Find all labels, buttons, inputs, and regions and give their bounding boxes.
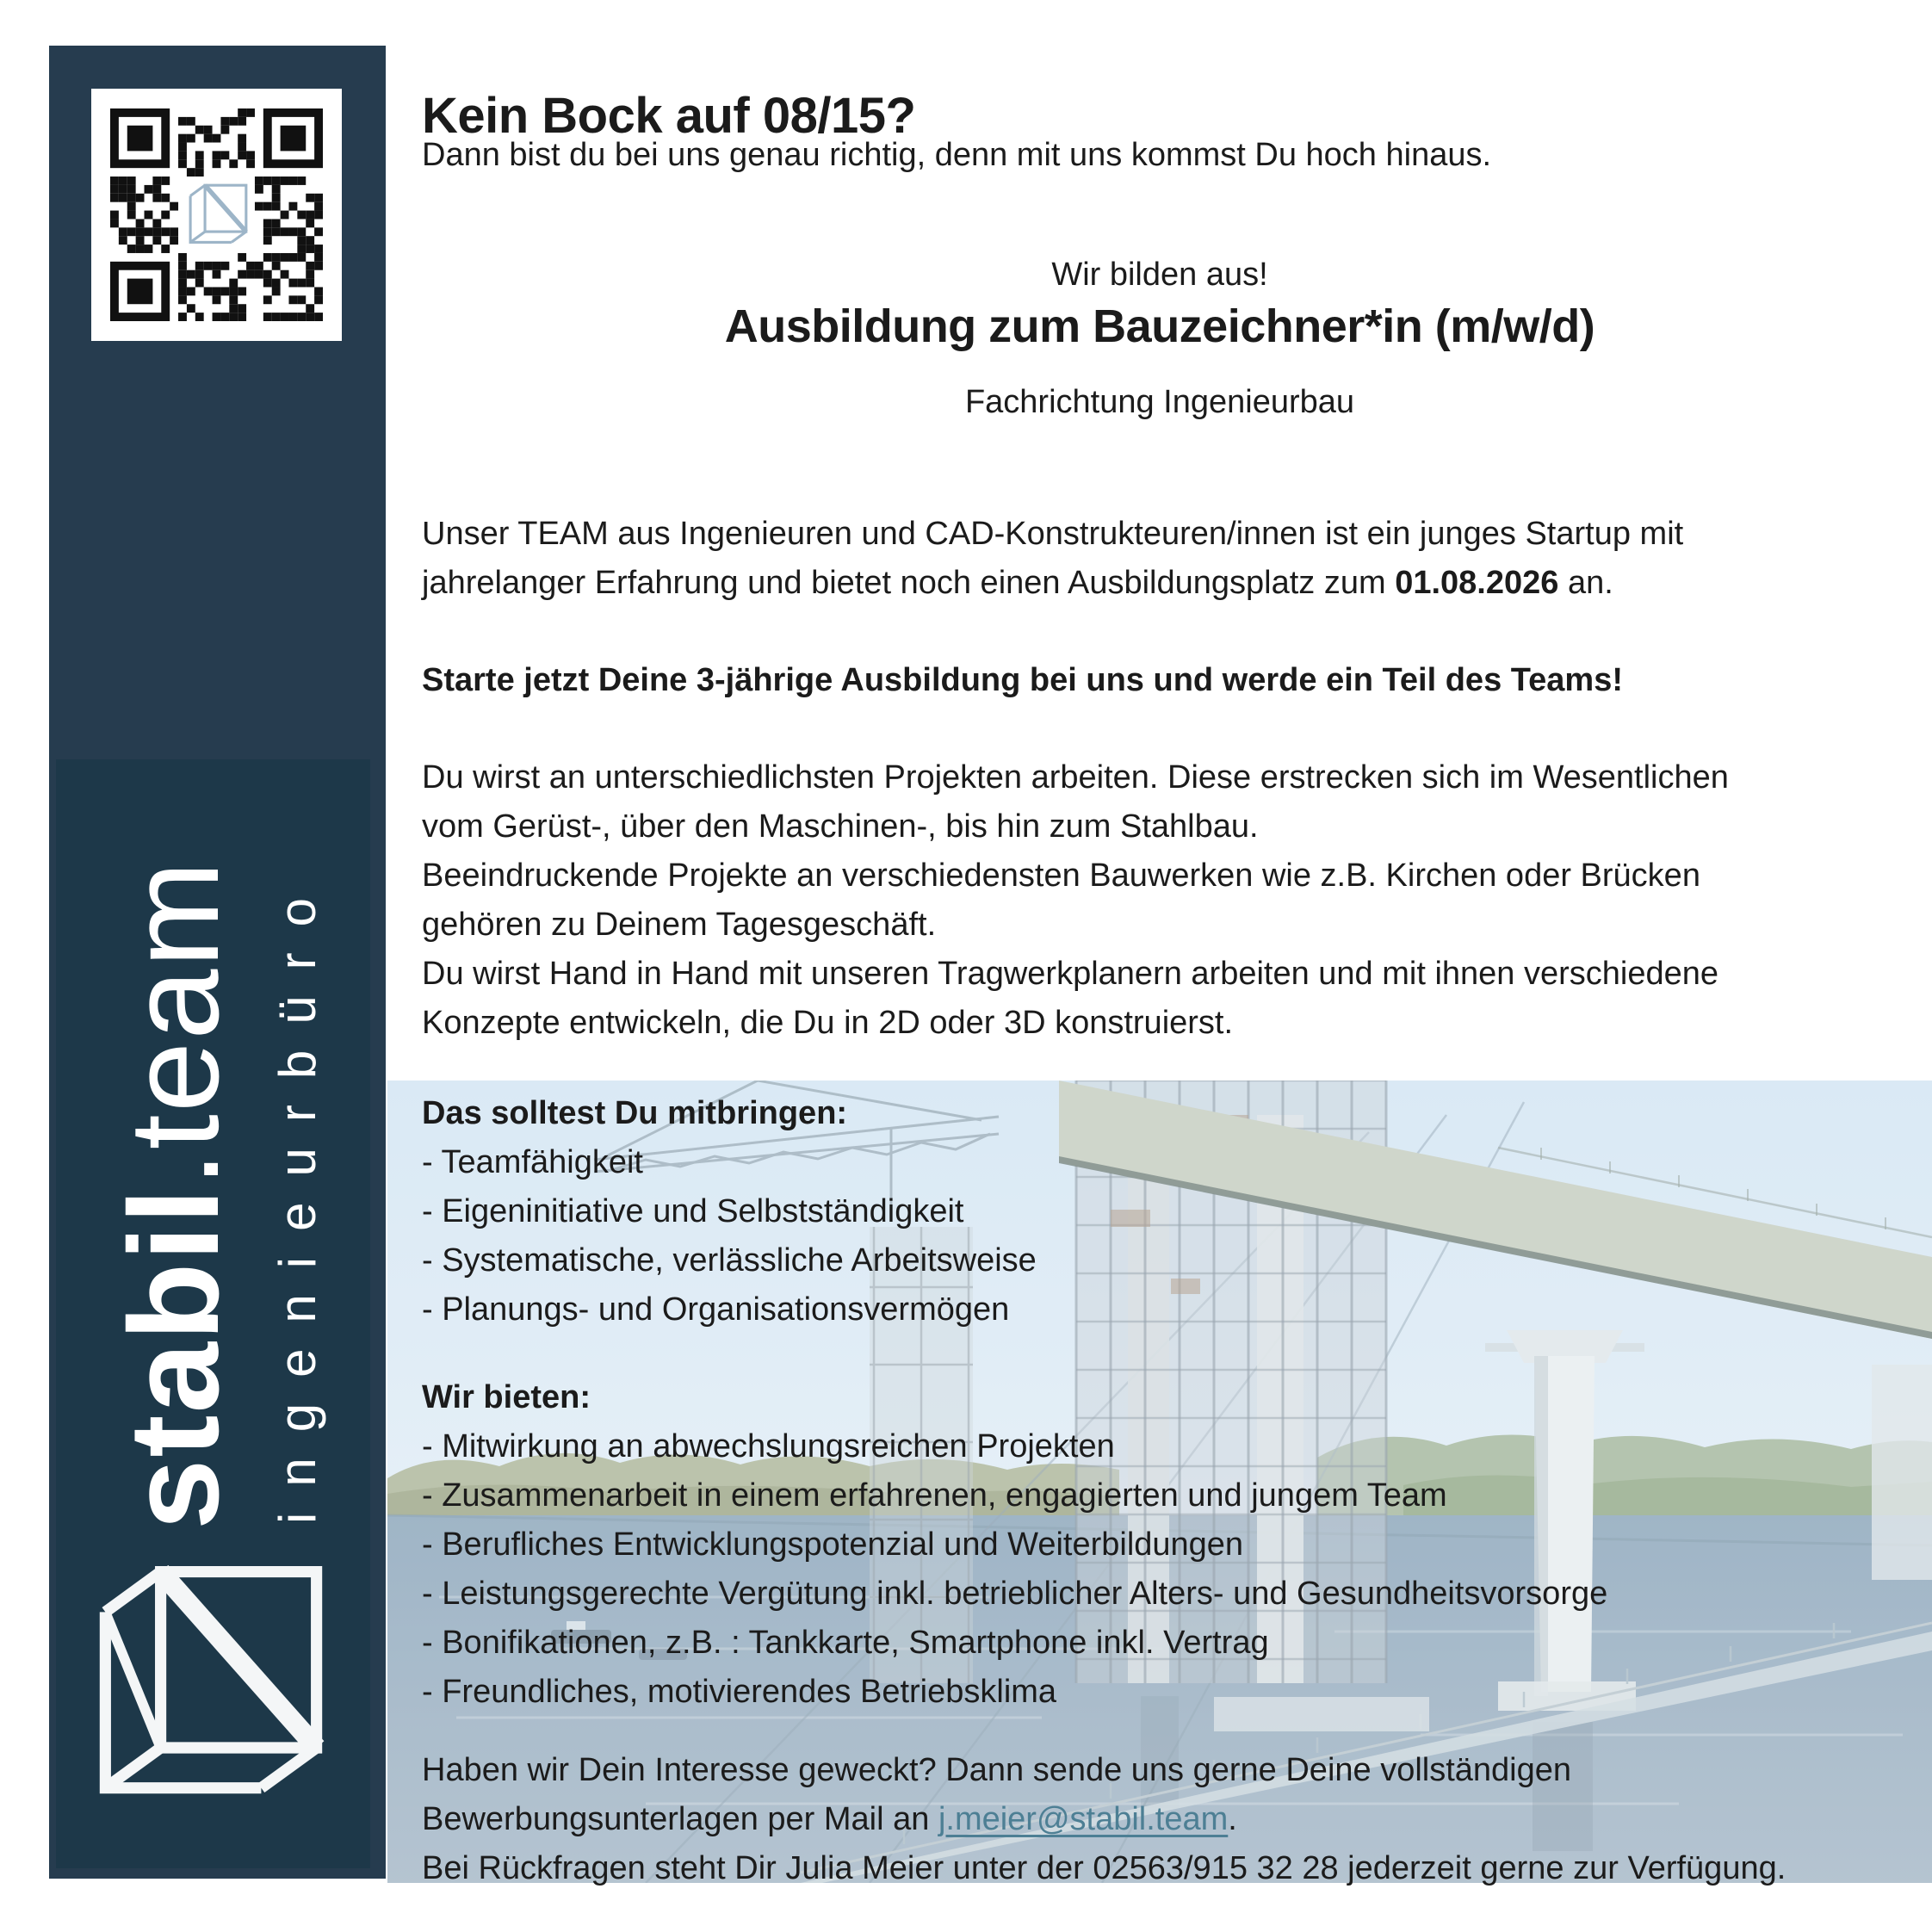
offer-item: - Bonifikationen, z.B. : Tankkarte, Smartphone inkl. Vertrag (422, 1625, 1269, 1661)
offer-list (422, 1422, 1607, 1717)
description-line: gehören zu Deinem Tagesgeschäft. (422, 907, 937, 943)
description-line: vom Gerüst-, über den Maschinen-, bis hin zum Stahlbau. (422, 808, 1259, 845)
brand-subtitle: ingenieurbüro (269, 872, 326, 1524)
offer-item: - Leistungsgerechte Vergütung inkl. betrieblicher Alters- und Gesundheitsvorsorge (422, 1576, 1608, 1612)
offer-section (422, 1373, 591, 1422)
description-line: Beeindruckende Projekte an verschiedensten Bauwerken wie z.B. Kirchen oder Brücken (422, 858, 1700, 894)
offer-item: - Mitwirkung an abwechslungsreichen Projekten (422, 1428, 1115, 1464)
job-title: Ausbildung zum Bauzeichner*in (m/w/d) (724, 300, 1595, 352)
sidebar (49, 46, 386, 1879)
start-date: 01.08.2026 (1395, 565, 1559, 601)
contact-line-3: Bei Rückfragen steht Dir Julia Meier unter der 02563/915 32 28 jederzeit gerne zur Verfügung. (422, 1850, 1786, 1886)
specialization: Fachrichtung Ingenieurbau (964, 384, 1355, 420)
sidebar-logo-panel (56, 759, 370, 1868)
requirements-section (422, 1089, 847, 1138)
offer-heading: Wir bieten: (422, 1379, 591, 1415)
project-description (422, 753, 1729, 1048)
contact-line-2: Bewerbungsunterlagen per Mail an j.meier@stabil.team. (422, 1801, 1237, 1837)
intro-paragraph (422, 510, 1683, 608)
description-line: Du wirst an unterschiedlichsten Projekten arbeiten. Diese erstrecken sich im Wesentlichen (422, 759, 1729, 796)
call-to-action: Starte jetzt Deine 3-jährige Ausbildung bei uns und werde ein Teil des Teams! (422, 662, 1623, 698)
email-link[interactable]: j.meier@stabil.team (938, 1801, 1229, 1837)
qr-code (91, 89, 342, 341)
requirement-item: - Teamfähigkeit (422, 1144, 643, 1180)
requirement-item: - Planungs- und Organisationsvermögen (422, 1291, 1010, 1328)
headline-subline: Dann bist du bei uns genau richtig, denn mit uns kommst Du hoch hinaus. (422, 137, 1492, 173)
description-line: Konzepte entwickeln, die Du in 2D oder 3D konstruierst. (422, 1005, 1234, 1041)
announcement: Wir bilden aus! (1051, 257, 1268, 293)
offer-item: - Berufliches Entwicklungspotenzial und Weiterbildungen (422, 1526, 1244, 1563)
page-headline: Kein Bock auf 08/15? (422, 87, 916, 144)
intro-line-2: jahrelanger Erfahrung und bietet noch einen Ausbildungsplatz zum 01.08.2026 an. (422, 565, 1613, 601)
offer-item: - Zusammenarbeit in einem erfahrenen, engagierten und jungem Team (422, 1477, 1447, 1514)
contact-section (422, 1746, 1786, 1893)
requirements-heading: Das solltest Du mitbringen: (422, 1095, 848, 1131)
requirements-list (422, 1138, 1037, 1334)
company-cube-logo (85, 1539, 337, 1831)
intro-line-1: Unser TEAM aus Ingenieuren und CAD-Konstrukteuren/innen ist ein junges Startup mit (422, 516, 1684, 552)
offer-item: - Freundliches, motivierendes Betriebsklima (422, 1674, 1057, 1710)
description-line: Du wirst Hand in Hand mit unseren Tragwerkplanern arbeiten und mit ihnen verschiedene (422, 956, 1719, 992)
contact-line-1: Haben wir Dein Interesse geweckt? Dann sende uns gerne Deine vollständigen (422, 1752, 1572, 1788)
brand-primary: stabil (103, 1186, 245, 1530)
requirement-item: - Eigeninitiative und Selbstständigkeit (422, 1193, 964, 1229)
requirement-item: - Systematische, verlässliche Arbeitsweise (422, 1242, 1037, 1279)
brand-secondary: .team (103, 859, 245, 1187)
qr-code-icon (110, 108, 323, 321)
brand-wordmark (89, 759, 261, 1530)
